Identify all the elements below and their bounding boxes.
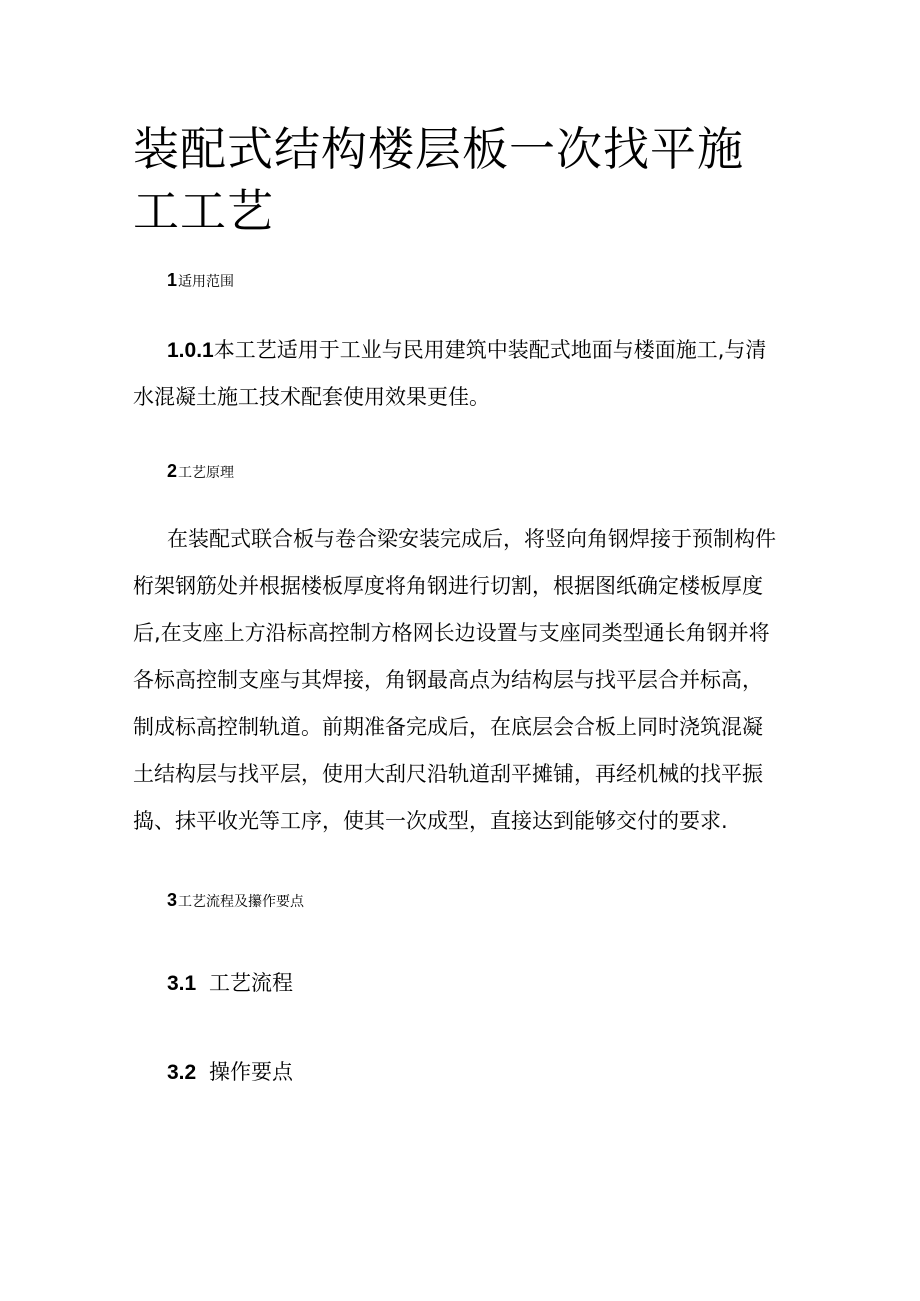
section-2-heading	[167, 460, 234, 484]
subsection-3-2-number: 3.2	[167, 1061, 197, 1084]
document-title: 装配式结构楼层板一次找平施工工艺	[133, 122, 744, 238]
subsection-3-2-heading	[167, 1057, 293, 1088]
subsection-3-1-title: 工艺流程	[209, 971, 293, 995]
clause-1-0-1-number: 1.0.1	[167, 339, 214, 362]
section-3-title: 工艺流程及攥作要点	[178, 894, 305, 910]
section-1-heading	[167, 269, 234, 293]
section-1-number: 1	[167, 270, 178, 290]
subsection-3-1-number: 3.1	[167, 972, 197, 995]
subsection-3-2-title: 操作要点	[209, 1060, 293, 1084]
clause-1-0-1-text: 本工艺适用于工业与民用建筑中装配式地面与楼面施工,与清水混凝土施工技术配套使用效果更佳。	[133, 338, 767, 409]
section-3-heading	[167, 889, 304, 913]
section-1-title: 适用范围	[178, 274, 235, 290]
section-2-paragraph: 在装配式联合板与卷合梁安装完成后，将竖向角钢焊接于预制构件桁架钢筋处并根据楼板厚度将角钢进行切割，根据图纸确定楼板厚度后,在支座上方沿标高控制方格网长边设置与支座同类型通长角钢并将各标高控制支座与其焊接，角钢最高点为结构层与找平层合并标高，制成标高控制轨道。前期准备完成后，在底层会合板上同时浇筑混凝土结构层与找平层，使用大刮尺沿轨道刮平摊铺，再经机械的找平振捣、抹平收光等工序，使其一次成型，直接达到能够交付的要求.	[133, 527, 776, 833]
section-2-number: 2	[167, 461, 178, 481]
clause-1-0-1-paragraph	[133, 327, 783, 421]
section-3-number: 3	[167, 890, 178, 910]
section-2-title: 工艺原理	[178, 465, 235, 481]
subsection-3-1-heading	[167, 968, 293, 999]
